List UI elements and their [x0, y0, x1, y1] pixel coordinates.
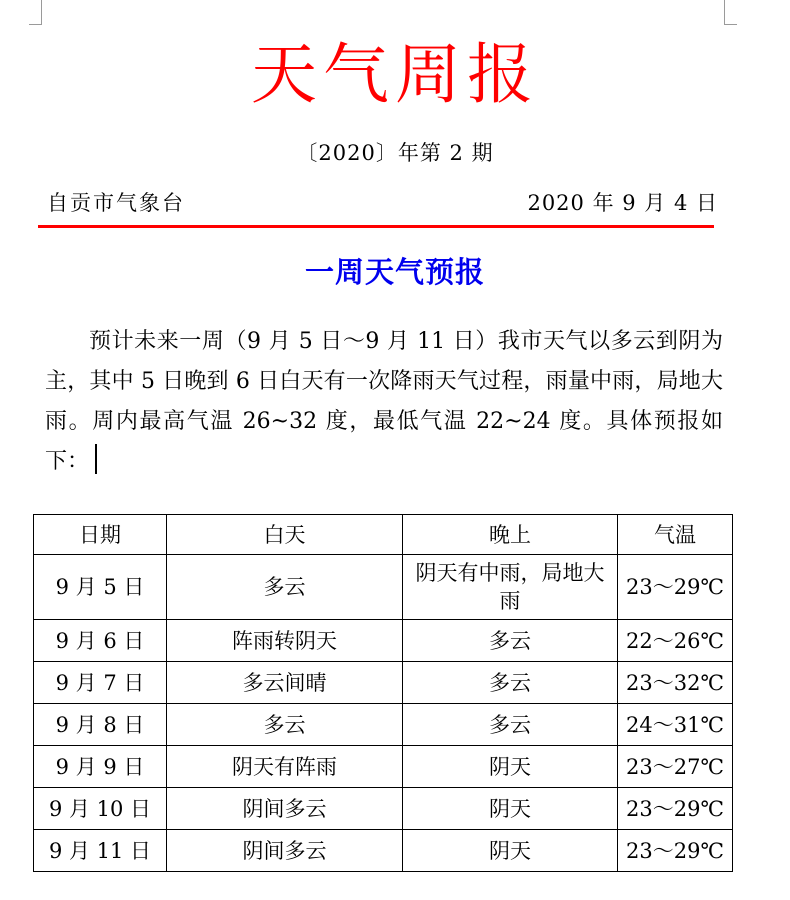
summary-paragraph[interactable]: [45, 322, 723, 482]
cell-day: 阴间多云: [167, 830, 403, 872]
cell-day: 多云: [167, 704, 403, 746]
cell-day: 阴间多云: [167, 788, 403, 830]
table-row: [34, 662, 733, 704]
page-corner-mark-left: [29, 0, 42, 25]
issue-number: 〔2020〕年第 2 期: [296, 141, 494, 165]
forecast-table: [33, 514, 733, 872]
cell-day: 阵雨转阴天: [167, 620, 403, 662]
table-header-row: [34, 515, 733, 555]
header-night: 晚上: [403, 515, 618, 555]
cell-temp: 24～31℃: [618, 704, 733, 746]
table-row: [34, 620, 733, 662]
text-cursor: [95, 444, 97, 474]
cell-date: 9 月 5 日: [34, 555, 167, 620]
section-title: 一周天气预报: [304, 255, 485, 289]
table-row: [34, 555, 733, 620]
cell-day: 多云间晴: [167, 662, 403, 704]
cell-night: 多云: [403, 704, 618, 746]
cell-date: 9 月 11 日: [34, 830, 167, 872]
cell-day: 多云: [167, 555, 403, 620]
cell-night: 阴天: [403, 830, 618, 872]
table-row: [34, 830, 733, 872]
summary-text: 预计未来一周（9 月 5 日～9 月 11 日）我市天气以多云到阴为主，其中 5 日晚到 6 日白天有一次降雨天气过程，雨量中雨，局地大雨。周内最高气温 26~32 度，最低气温 22~24 度。具体预报如下：: [45, 329, 723, 474]
cell-night: 阴天有中雨，局地大雨: [403, 555, 618, 620]
header-temp: 气温: [618, 515, 733, 555]
cell-date: 9 月 10 日: [34, 788, 167, 830]
cell-date: 9 月 6 日: [34, 620, 167, 662]
header-day: 白天: [167, 515, 403, 555]
issuer-name: 自贡市气象台: [47, 191, 185, 215]
cell-temp: 22～26℃: [618, 620, 733, 662]
cell-date: 9 月 7 日: [34, 662, 167, 704]
page-corner-mark-right: [724, 0, 737, 25]
cell-night: 阴天: [403, 746, 618, 788]
publish-date: 2020 年 9 月 4 日: [527, 191, 718, 215]
header-date: 日期: [34, 515, 167, 555]
red-divider: [38, 225, 714, 228]
cell-day: 阴天有阵雨: [167, 746, 403, 788]
cell-night: 阴天: [403, 788, 618, 830]
table-row: [34, 746, 733, 788]
cell-date: 9 月 8 日: [34, 704, 167, 746]
cell-temp: 23～32℃: [618, 662, 733, 704]
cell-night: 多云: [403, 662, 618, 704]
cell-night: 多云: [403, 620, 618, 662]
masthead-title: 天气周报: [251, 36, 539, 113]
cell-temp: 23～27℃: [618, 746, 733, 788]
cell-temp: 23～29℃: [618, 555, 733, 620]
cell-date: 9 月 9 日: [34, 746, 167, 788]
cell-temp: 23～29℃: [618, 830, 733, 872]
table-row: [34, 704, 733, 746]
cell-temp: 23～29℃: [618, 788, 733, 830]
table-row: [34, 788, 733, 830]
